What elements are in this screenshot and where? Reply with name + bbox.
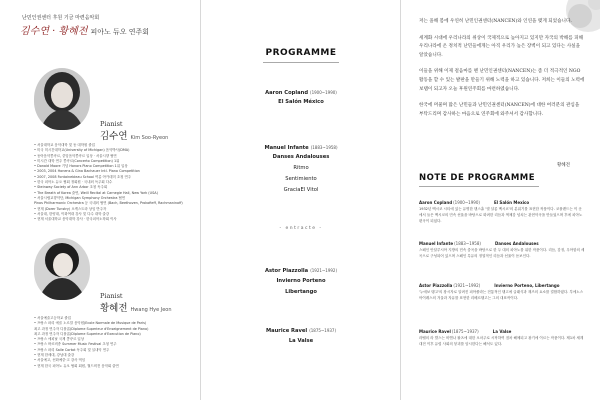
bio-line: • 현재 한국 피아노 듀오 협회 회원, 월드비전 음악회 출연 — [34, 363, 119, 368]
programme-note — [419, 329, 585, 348]
composer-name: Aaron Copland — [265, 90, 309, 96]
note-years: (1883~1958) — [454, 241, 481, 246]
piece-title: Invierno Porteno — [276, 278, 326, 284]
artist-name — [100, 128, 168, 142]
note-piece: Danses Andalouses — [494, 241, 539, 246]
composer-years: (1875~1937) — [309, 328, 337, 333]
bio-line: • Steinway Society of Ann Arbor 초청 독주회 — [34, 185, 108, 190]
piece-list — [201, 276, 400, 298]
programme-note — [419, 200, 585, 224]
composer-line — [201, 90, 400, 96]
bio-line: • 2007, 2008 Fontainebleau School 여름 아카데미 초청 연주 — [34, 174, 132, 179]
programme-note — [419, 283, 585, 302]
programme-title: PROGRAMME — [265, 48, 337, 58]
notes-title: NOTE DE PROGRAMME — [419, 173, 536, 183]
bio-line: Pinos Philharmonic Orchestra 등 국내외 협연 (Bach, Beethoven, Prokofieff, Rachmaninoff) — [34, 201, 183, 206]
piece-movement: GraciaEl Vitol — [283, 187, 319, 193]
note-heading — [419, 283, 585, 288]
note-composer: Manuel Infante — [419, 241, 454, 246]
notes-page — [400, 0, 600, 400]
note-heading — [419, 200, 585, 205]
bio-line: • Donald Moore 기념 Honors Piano Competition 1위 입상 — [34, 164, 128, 169]
bio-line: • 프랑스 바르비종 Summer Music Festival 초청 연주 — [34, 342, 117, 347]
piece-list — [201, 336, 400, 347]
intro-letter — [419, 18, 585, 127]
bio-line: • 2003, 2004 Honens & Gina Bachauer Intl. Piano Competition — [34, 169, 140, 174]
piece-title: El Salón México — [278, 99, 324, 105]
intro-paragraph: 세계화 시대에 우리나라의 위상이 국제적으로 높아지고 있지만 자국의 박해를 피해 우리나라에 온 정치적 난민들에게는 아직 우리가 높은 장벽이 되고 있다는 사실을 알았습니다. — [419, 35, 584, 58]
composer-years: (1900~1990) — [310, 90, 337, 95]
note-piece: El Salón Mexico — [493, 200, 530, 205]
programme-note — [419, 241, 585, 260]
bio-line: • 현재 서울대학교 음악대학 강사 · 한국피아노학회 이사 — [34, 217, 117, 222]
note-composer: Aaron Copland — [419, 200, 453, 205]
note-composer: Maurice Ravel — [419, 329, 451, 334]
bio-line: 최고 과정 연주자 디플롬(Diplome Superieur d'Execution de Piano) — [34, 331, 141, 336]
note-body: '누에보 탱고'의 창시자로 알려진 피아졸라는 전통적인 탱고에 클래식과 재즈의 요소를 결합하였다. 부에노스아이레스의 겨울과 자유를 표현한 리베르탱고는 그의 대표작이다. — [419, 290, 584, 300]
artist-bio — [34, 316, 184, 369]
notes-divider — [419, 186, 539, 187]
piece-list — [201, 97, 400, 108]
intro-paragraph: 한국에 머물며 많은 난민들과 난민인권센터(NANCEN)에 대한 여러분의 관심을 부탁드리며 감사하는 마음으로 연주회에 와주셔서 감사합니다. — [419, 103, 580, 117]
note-years: (1875~1937) — [451, 329, 479, 334]
composer-years: (1883~1958) — [310, 145, 338, 150]
title-names: 김수연 · 황혜전 — [20, 26, 88, 37]
bio-line: 최고 과정 연주자 디플롬(Diplome Superieur d'Enseignement de Piano) — [34, 326, 149, 331]
bio-line: • 프랑스 파리 에꼴 노르말 음악원(Ecole Normale de Musique de Paris) — [34, 321, 147, 326]
artist-name — [100, 300, 172, 314]
programme-page — [200, 0, 400, 400]
note-body: 스페인 안달루시아 지방의 민속 춤곡을 바탕으로 한 두 대의 피아노를 위한 작품이다. 리듬, 감정, 우아함의 세 곡으로 구성되어 있으며 스페인 특유의 정열적인 리듬과 선율이 돋보인다. — [419, 248, 585, 258]
note-piece: La Valse — [492, 329, 512, 334]
piece-title: La Valse — [288, 338, 314, 344]
composer-name: Manuel Infante — [264, 145, 309, 151]
bio-line: • 현재 한세대, 강남대 출강 — [34, 353, 75, 358]
bio-line: • 미시간 대학 연주 콩쿠르(Concerto Competition) 1위 — [34, 158, 120, 163]
artist-photo-hwang — [34, 238, 90, 300]
intro-paragraph: 이들을 위해 이제 걸음마를 뗀 난민인권센터(NANCEN)는 좀 더 적극적인 NGO 활동을 할 수 있는 발판을 만들기 위해 노력을 하고 있습니다. 저희는 이들의 노력에 보탬이 되고자 오늘 후원연주회를 마련하였습니다. — [419, 69, 585, 92]
artist-bio — [34, 143, 184, 222]
composer-name: Maurice Ravel — [265, 328, 308, 334]
bio-line: • 프랑스 에피날 국제 콩쿠르 입상 — [34, 337, 84, 342]
title-tail: 피아노 듀오 연주회 — [90, 28, 150, 36]
organizer-line: 난민인권센터 후원 기금 마련음악회 — [22, 15, 100, 21]
note-piece: Invierno Porteno, Libertango — [494, 283, 560, 288]
artist-name-ko: 황혜전 — [100, 303, 128, 314]
bio-line: • 서울대, 한양대, 이화여대 강사 및 다수 대학 출강 — [34, 211, 110, 216]
composer-line — [201, 145, 400, 151]
bio-line: • 서울예고, 선화예중·고 강사 역임 — [34, 358, 86, 363]
composer-line — [201, 328, 400, 334]
bio-line: • 프랑스 파리 Salle Cortot 독주회 및 실내악 연주 — [34, 347, 110, 352]
bio-line: • 미국 미시간대학교(University of Michigan) 음악박사(DMA) — [34, 148, 130, 153]
composer-years: (1921~1992) — [310, 268, 338, 273]
piece-title: Danses Andalouses — [272, 154, 330, 160]
bio-line: • 서울시립교향악단, Michigan Symphony Orchestra 협연 — [34, 195, 126, 200]
note-body: 라벨의 라 발스는 비엔나 왈츠에 대한 오마주로 시작하여 점차 해체되고 광기에 이르는 작품이다. 제1차 세계대전 이후 유럽 사회의 붕괴를 암시한다는 해석도 있다. — [419, 336, 584, 346]
bio-line: • 동아음악콩쿠르, 중앙음악콩쿠르 입상 · 서울시향 협연 — [34, 153, 117, 158]
composer-line — [201, 268, 400, 274]
bio-line: • 한국 피아노 듀오 협회 정회원 · 국내외 독주회 다수 — [34, 180, 113, 185]
bio-line: • 서울예술고등학교 졸업 — [34, 316, 71, 320]
note-years: (1900~1990) — [453, 200, 480, 205]
note-heading — [419, 329, 585, 334]
note-heading — [419, 241, 585, 246]
note-body: 1932년 멕시코 시티에 있는 유명한 댄스홀 '엘 살롱 멕시코'의 분위기를 표현한 작품이다. 코플랜드는 이 곳에서 들은 멕시코의 민속 선율을 바탕으로 화려한 리듬과 색채감 넘치는 관현악곡을 만들었으며 후에 피아노 편곡이 되었다. — [419, 207, 583, 223]
artist-role: Pianist — [100, 292, 123, 300]
note-composer: Astor Piazzolla — [419, 283, 453, 288]
piece-list — [201, 152, 400, 196]
concert-title — [20, 22, 149, 37]
bio-line: • The Breath of Korea 출연, Weill Recital at Carnegie Hall, New York (USA) — [34, 190, 158, 195]
composer-name: Astor Piazzolla — [264, 268, 309, 274]
intro-paragraph: 저는 올해 봄에 우연히 난민인권센터(NANCEN)와 인연을 맺게 되었습니다. — [419, 19, 572, 24]
artist-name-ko: 김수연 — [100, 131, 128, 142]
piece-movement: Sentimiento — [285, 176, 317, 182]
artist-name-en: Kim Soo-Ryeon — [130, 135, 169, 141]
piece-title: Libertango — [285, 289, 317, 295]
artist-photo-kim — [34, 68, 90, 130]
artist-page — [0, 0, 200, 400]
bio-line: • 현재 (Dorer Tunstry) 오케스트라 상임 반주자 — [34, 206, 107, 211]
artist-role: Pianist — [100, 120, 123, 128]
bio-line: • 서울대학교 음악대학 및 동 대학원 졸업 — [34, 143, 95, 147]
piece-movement: Ritmo — [293, 165, 309, 171]
note-years: (1921~1992) — [453, 283, 481, 288]
artist-name-en: Hwang Hye Jeon — [130, 307, 172, 313]
letter-signer: 황혜전 — [556, 163, 570, 168]
title-divider — [263, 62, 339, 63]
intermission: - entracte - — [279, 226, 323, 231]
